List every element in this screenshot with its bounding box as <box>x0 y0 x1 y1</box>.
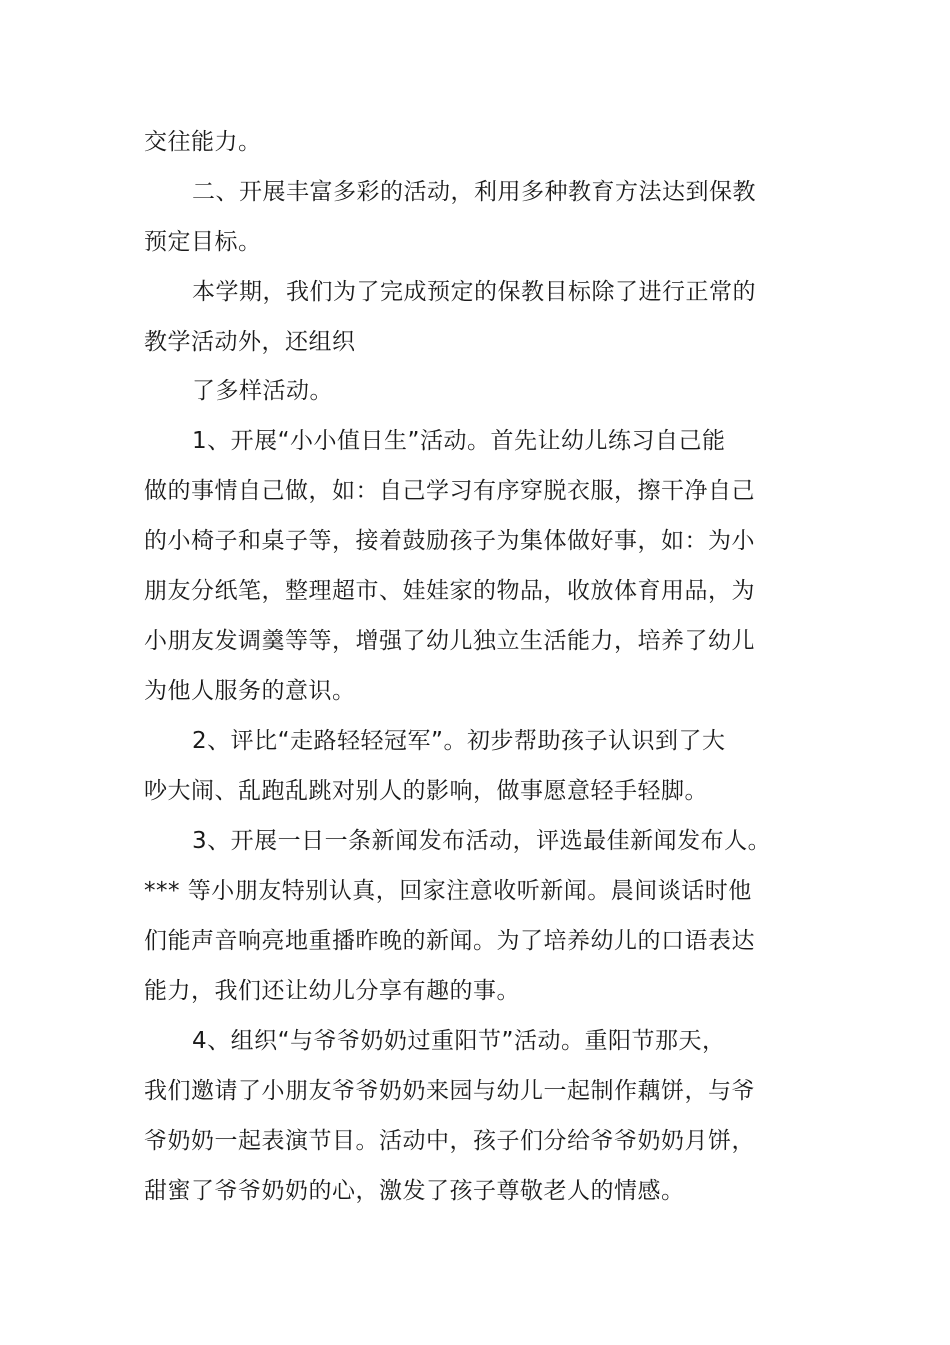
text-line: 3、开展一日一条新闻发布活动，评选最佳新闻发布人。 <box>192 828 772 854</box>
text-line: 1、开展“小小值日生”活动。首先让幼儿练习自己能 <box>192 428 726 454</box>
text-line: 的小椅子和桌子等，接着鼓励孩子为集体做好事，如：为小 <box>144 528 755 554</box>
section-heading: 二、开展丰富多彩的活动，利用多种教育方法达到保教 <box>192 179 756 205</box>
text-line: 本学期，我们为了完成预定的保教目标除了进行正常的 <box>192 279 756 305</box>
text-line: 4、组织“与爷爷奶奶过重阳节”活动。重阳节那天， <box>192 1028 726 1054</box>
text-line: 2、评比“走路轻轻冠军”。初步帮助孩子认识到了大 <box>192 728 726 754</box>
text-line: 小朋友发调羹等等，增强了幼儿独立生活能力，培养了幼儿 <box>144 628 755 654</box>
text-line: 吵大闹、乱跑乱跳对别人的影响，做事愿意轻手轻脚。 <box>144 778 708 804</box>
text-line: 交往能力。 <box>144 129 262 155</box>
text-line: 了多样活动。 <box>192 378 333 404</box>
text-line: 教学活动外，还组织 <box>144 329 356 355</box>
text-line: 预定目标。 <box>144 229 262 255</box>
text-line: 朋友分纸笔，整理超市、娃娃家的物品，收放体育用品，为 <box>144 578 755 604</box>
text-line: 爷奶奶一起表演节目。活动中，孩子们分给爷爷奶奶月饼， <box>144 1128 755 1154</box>
text-line: 们能声音响亮地重播昨晚的新闻。为了培养幼儿的口语表达 <box>144 928 755 954</box>
text-line: 为他人服务的意识。 <box>144 678 356 704</box>
text-line: 做的事情自己做，如：自己学习有序穿脱衣服，擦干净自己 <box>144 478 755 504</box>
text-line: *** 等小朋友特别认真，回家注意收听新闻。晨间谈话时他 <box>144 878 752 904</box>
text-line: 甜蜜了爷爷奶奶的心，激发了孩子尊敬老人的情感。 <box>144 1178 685 1204</box>
text-line: 我们邀请了小朋友爷爷奶奶来园与幼儿一起制作藕饼，与爷 <box>144 1078 755 1104</box>
text-line: 能力，我们还让幼儿分享有趣的事。 <box>144 978 520 1004</box>
